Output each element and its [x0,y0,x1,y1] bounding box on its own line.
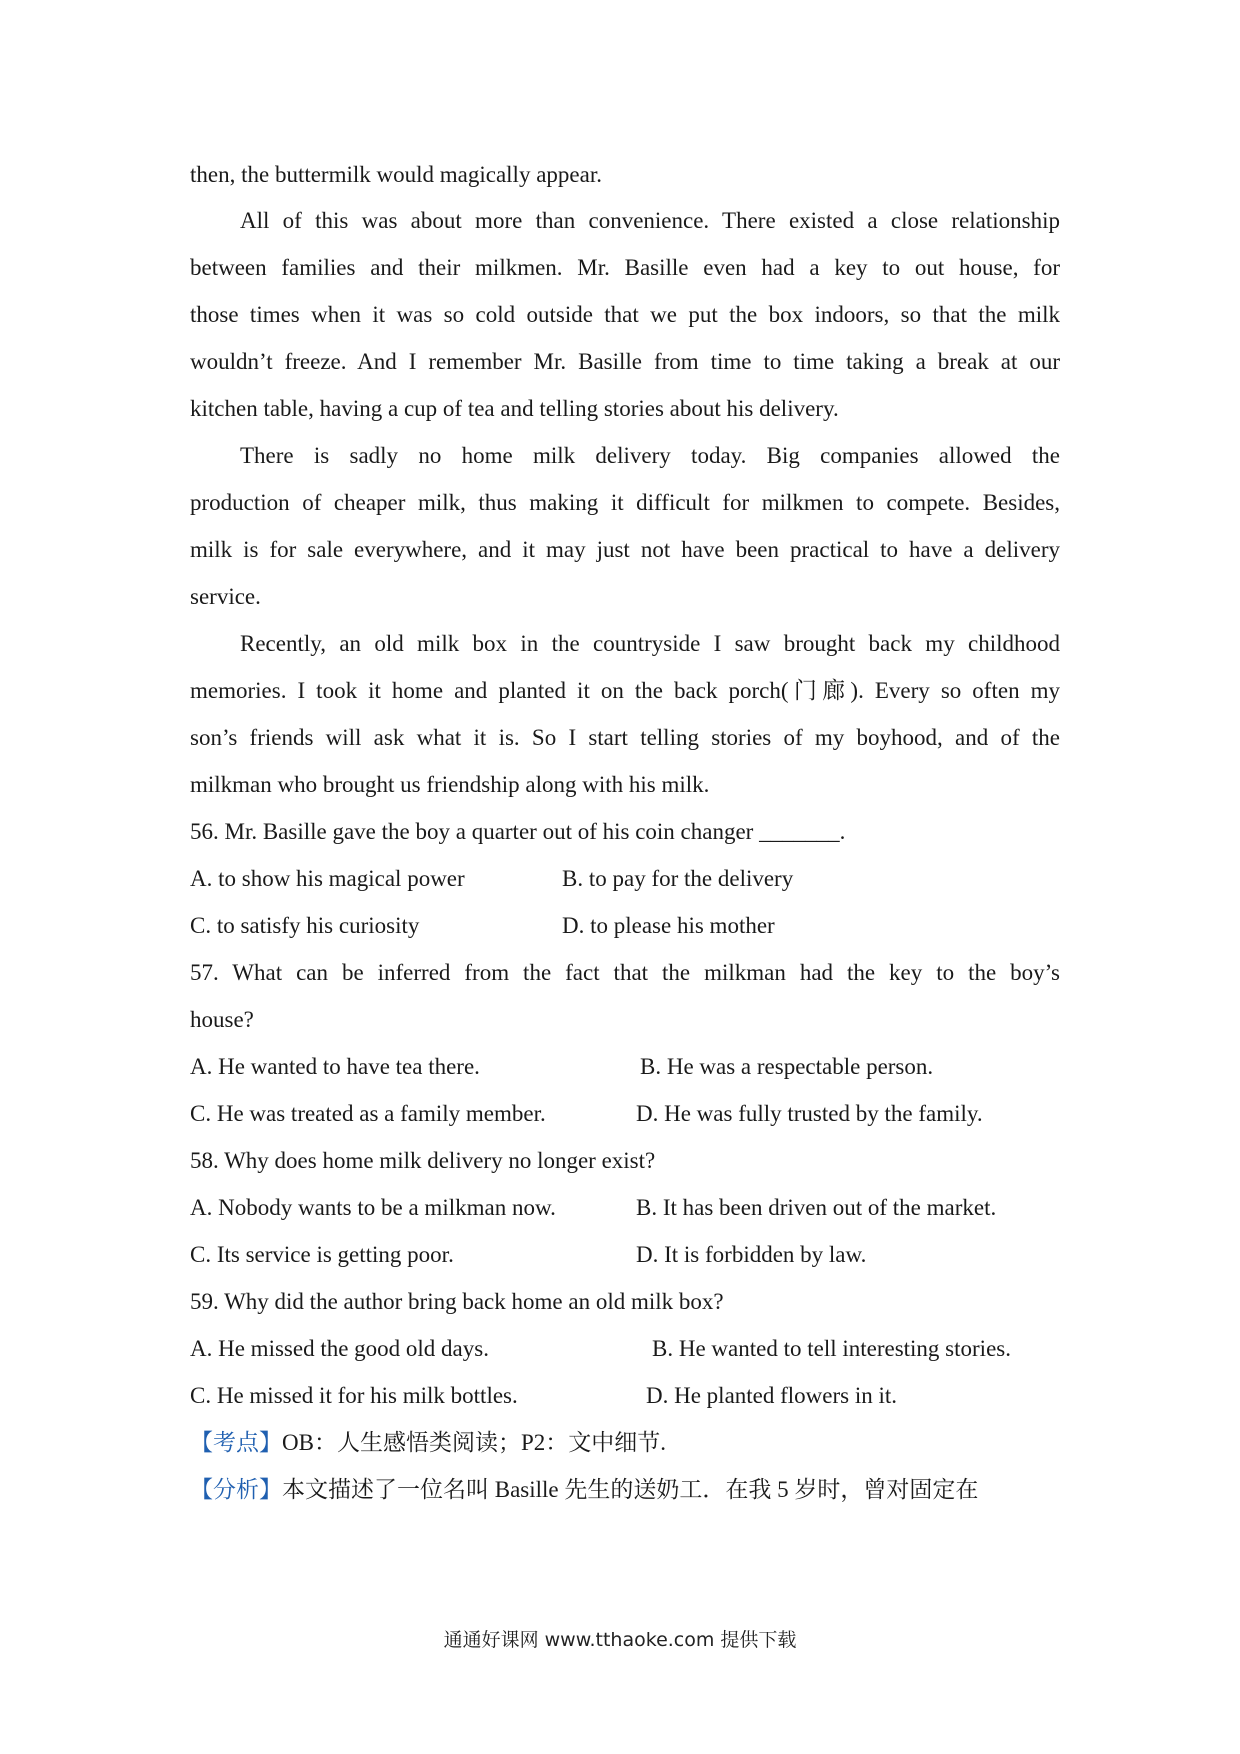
passage-line: milkman who brought us friendship along with his milk. [190,772,710,797]
question-stem: 57. What can be inferred from the fact that the milkman had the key to the boy’s [190,960,1060,985]
question-stem: 56. Mr. Basille gave the boy a quarter out of his coin changer _______. [190,819,846,844]
passage-line: There is sadly no home milk delivery today. Big companies allowed the [240,443,1060,468]
option-b: B. He wanted to tell interesting stories. [652,1336,1011,1361]
option-c: C. to satisfy his curiosity [190,913,420,938]
passage-line: memories. I took it home and planted it on the back porch(门廊). Every so often my [190,678,1060,703]
option-b: B. He was a respectable person. [640,1054,934,1079]
passage-line: wouldn’t freeze. And I remember Mr. Basille from time to time taking a break at our [190,349,1060,374]
option-b: B. to pay for the delivery [562,866,794,891]
question-stem: 59. Why did the author bring back home an old milk box? [190,1289,724,1314]
question-stem: 58. Why does home milk delivery no longer exist? [190,1148,656,1173]
fenxi-text: 本文描述了一位名叫 Basille 先生的送奶工．在我 5 岁时，曾对固定在 [282,1477,979,1502]
kaodian-line [190,1418,1060,1467]
kaodian-text: OB：人生感悟类阅读；P2：文中细节. [282,1430,666,1455]
passage-line: then, the buttermilk would magically appear. [190,162,602,187]
passage-line: kitchen table, having a cup of tea and telling stories about his delivery. [190,396,839,421]
passage-line: son’s friends will ask what it is. So I start telling stories of my boyhood, and of the [190,725,1060,750]
option-a: A. Nobody wants to be a milkman now. [190,1195,556,1220]
option-c: C. He was treated as a family member. [190,1101,546,1126]
passage-line: Recently, an old milk box in the countryside I saw brought back my childhood [240,631,1060,656]
fenxi-line [190,1465,1060,1514]
fenxi-tag: 【分析】 [190,1477,282,1502]
option-c: C. He missed it for his milk bottles. [190,1383,518,1408]
passage-line: service. [190,584,261,609]
question-stem: house? [190,1007,254,1032]
passage-line: milk is for sale everywhere, and it may just not have been practical to have a delivery [190,537,1060,562]
kaodian-tag: 【考点】 [190,1430,282,1455]
passage-line: those times when it was so cold outside that we put the box indoors, so that the milk [190,302,1060,327]
option-a: A. He missed the good old days. [190,1336,489,1361]
option-d: D. It is forbidden by law. [636,1242,867,1267]
option-d: D. He was fully trusted by the family. [636,1101,983,1126]
passage-line: between families and their milkmen. Mr. Basille even had a key to out house, for [190,255,1060,280]
option-a: A. to show his magical power [190,866,465,891]
page-footer: 通通好课网 www.tthaoke.com 提供下载 [443,1629,797,1651]
option-b: B. It has been driven out of the market. [636,1195,997,1220]
passage-line: production of cheaper milk, thus making it difficult for milkmen to compete. Besides, [190,490,1060,515]
option-a: A. He wanted to have tea there. [190,1054,480,1079]
option-d: D. to please his mother [562,913,775,938]
passage-line: All of this was about more than convenience. There existed a close relationship [240,208,1060,233]
option-d: D. He planted flowers in it. [646,1383,898,1408]
option-c: C. Its service is getting poor. [190,1242,454,1267]
